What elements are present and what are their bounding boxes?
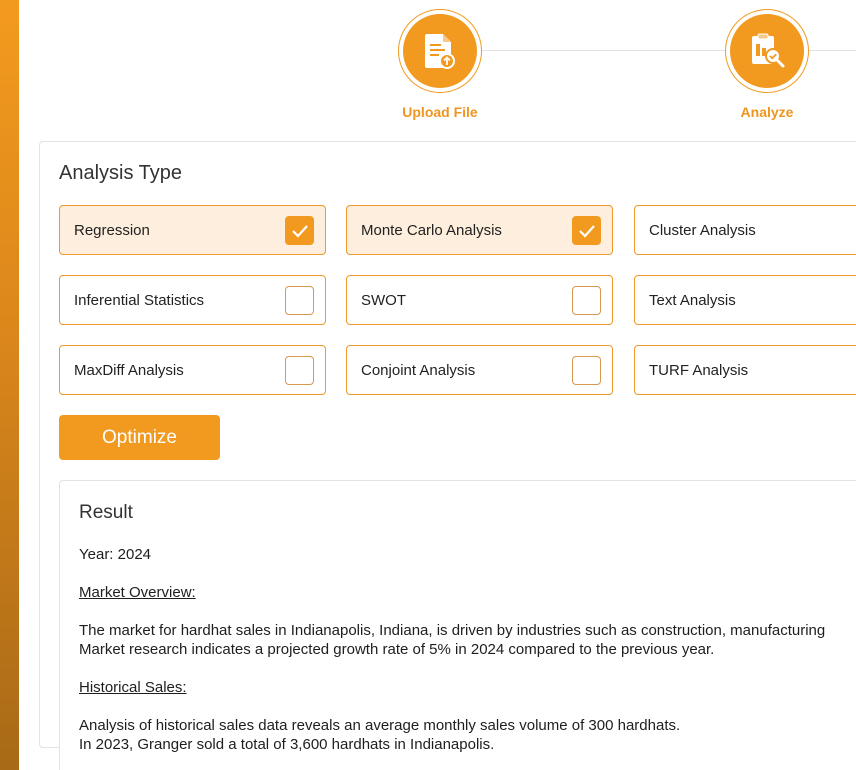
option-label: Conjoint Analysis — [361, 361, 476, 379]
option-text-analysis[interactable] — [634, 275, 856, 325]
check-icon — [291, 224, 309, 238]
option-label: Cluster Analysis — [649, 221, 756, 239]
market-overview-text: The market for hardhat sales in Indianapolis, Indiana, is driven by industries such as construction, manufacturing — [79, 622, 826, 639]
step-upload-file[interactable] — [398, 9, 482, 93]
option-checkbox[interactable] — [572, 286, 601, 315]
option-label: Regression — [74, 221, 150, 239]
upload-file-icon — [423, 32, 457, 70]
step-label-analyze: Analyze — [740, 104, 794, 120]
optimize-button[interactable]: Optimize — [59, 415, 220, 460]
market-overview-heading: Market Overview: — [79, 584, 196, 601]
option-conjoint-analysis[interactable] — [346, 345, 613, 395]
option-checkbox[interactable] — [572, 356, 601, 385]
result-title: Result — [79, 502, 133, 523]
option-inferential-statistics[interactable] — [59, 275, 326, 325]
check-icon — [578, 224, 596, 238]
step-analyze[interactable] — [725, 9, 809, 93]
historical-sales-text: In 2023, Granger sold a total of 3,600 hardhats in Indianapolis. — [79, 736, 495, 753]
option-checkbox[interactable] — [285, 356, 314, 385]
historical-sales-heading: Historical Sales: — [79, 679, 187, 696]
historical-sales-text: Analysis of historical sales data reveals an average monthly sales volume of 300 hardhats. — [79, 717, 681, 734]
analysis-type-title: Analysis Type — [59, 162, 183, 184]
result-year: Year: 2024 — [79, 546, 152, 563]
option-label: Inferential Statistics — [74, 291, 205, 309]
option-swot[interactable] — [346, 275, 613, 325]
option-turf-analysis[interactable] — [634, 345, 856, 395]
option-monte-carlo[interactable] — [346, 205, 613, 255]
stepper-connector — [809, 50, 856, 51]
option-label: MaxDiff Analysis — [74, 361, 184, 379]
option-checkbox[interactable] — [285, 286, 314, 315]
step-label-upload-file: Upload File — [402, 104, 478, 120]
option-checkbox[interactable] — [285, 216, 314, 245]
option-regression[interactable] — [59, 205, 326, 255]
market-overview-text: Market research indicates a projected growth rate of 5% in 2024 compared to the previous year. — [79, 641, 715, 658]
option-checkbox[interactable] — [572, 216, 601, 245]
stepper-connector — [482, 50, 727, 51]
option-label: SWOT — [361, 291, 406, 309]
analyze-report-icon — [748, 32, 786, 70]
option-cluster-analysis[interactable] — [634, 205, 856, 255]
side-accent-bar — [0, 0, 19, 770]
option-label: TURF Analysis — [649, 361, 749, 379]
option-maxdiff-analysis[interactable] — [59, 345, 326, 395]
option-label: Monte Carlo Analysis — [361, 221, 502, 239]
option-label: Text Analysis — [649, 291, 736, 309]
